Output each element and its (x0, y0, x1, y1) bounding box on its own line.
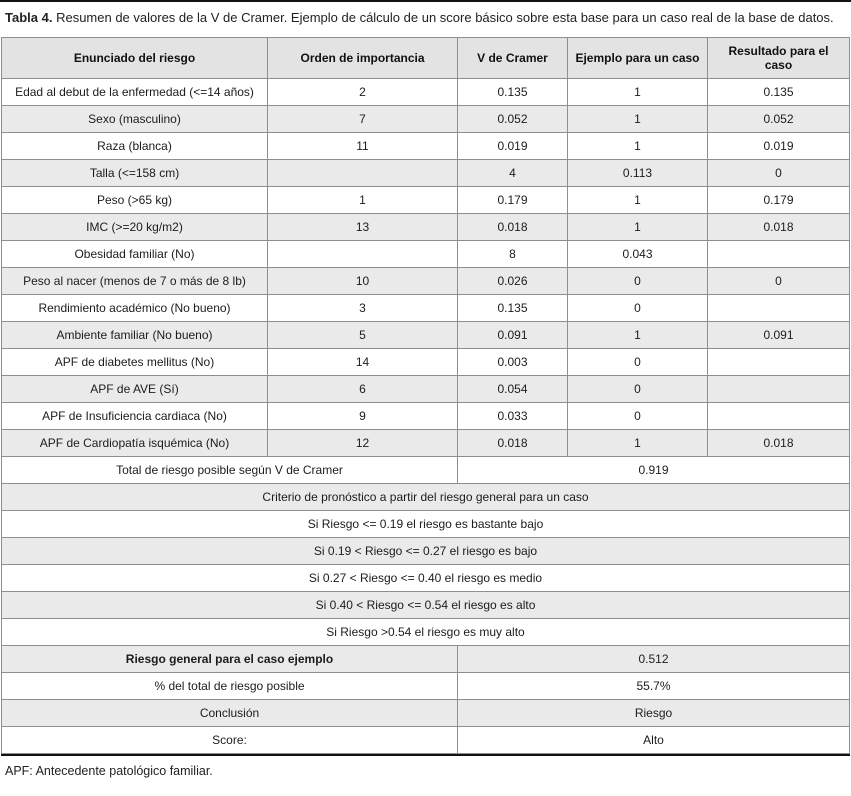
table-cell: Sexo (masculino) (2, 105, 268, 132)
summary-row (2, 699, 850, 726)
column-header-order: Orden de importancia (268, 37, 458, 78)
table-cell: 0.135 (458, 78, 568, 105)
summary-value: Alto (458, 726, 850, 753)
summary-row (2, 672, 850, 699)
table-cell: 0.091 (708, 321, 850, 348)
column-header-cramer: V de Cramer (458, 37, 568, 78)
table-cell (708, 348, 850, 375)
table-cell: Edad al debut de la enfermedad (<=14 años) (2, 78, 268, 105)
table-row (2, 186, 850, 213)
table-cell: 0.033 (458, 402, 568, 429)
table-cell: 0 (568, 402, 708, 429)
table-cell: 0.003 (458, 348, 568, 375)
table-row (2, 240, 850, 267)
table-row (2, 159, 850, 186)
criteria-text: Si 0.40 < Riesgo <= 0.54 el riesgo es alto (2, 591, 850, 618)
table-cell: Peso al nacer (menos de 7 o más de 8 lb) (2, 267, 268, 294)
summary-label: Conclusión (2, 699, 458, 726)
total-row (2, 456, 850, 483)
summary-label: % del total de riesgo posible (2, 672, 458, 699)
table-row (2, 132, 850, 159)
table-row (2, 78, 850, 105)
table-caption (1, 2, 850, 37)
column-header-risk: Enunciado del riesgo (2, 37, 268, 78)
table-cell: 0.026 (458, 267, 568, 294)
table-row (2, 375, 850, 402)
total-value: 0.919 (458, 456, 850, 483)
table-cell: 0.179 (458, 186, 568, 213)
table-row (2, 429, 850, 456)
criteria-text: Si Riesgo <= 0.19 el riesgo es bastante bajo (2, 510, 850, 537)
table-cell: Raza (blanca) (2, 132, 268, 159)
table-cell: 0 (568, 348, 708, 375)
table-cell: 1 (568, 321, 708, 348)
table-cell: Peso (>65 kg) (2, 186, 268, 213)
criteria-row (2, 537, 850, 564)
summary-label: Riesgo general para el caso ejemplo (2, 645, 458, 672)
table-cell: 14 (268, 348, 458, 375)
criteria-row (2, 618, 850, 645)
table-cell: 5 (268, 321, 458, 348)
table-cell: 0.135 (708, 78, 850, 105)
table-row (2, 213, 850, 240)
table-cell: 0.019 (458, 132, 568, 159)
table-cell: 3 (268, 294, 458, 321)
table-cell: 13 (268, 213, 458, 240)
table-cell: 9 (268, 402, 458, 429)
table-cell: Ambiente familiar (No bueno) (2, 321, 268, 348)
table-cell: 1 (568, 132, 708, 159)
table-cell: 6 (268, 375, 458, 402)
table-cell: 0.179 (708, 186, 850, 213)
table-cell: 1 (568, 429, 708, 456)
table-cell: 0.019 (708, 132, 850, 159)
summary-label: Score: (2, 726, 458, 753)
table-footnote: APF: Antecedente patológico familiar. (1, 754, 850, 788)
table-cell: IMC (>=20 kg/m2) (2, 213, 268, 240)
table-cell: 1 (568, 213, 708, 240)
table-cell: 0.043 (568, 240, 708, 267)
table-row (2, 321, 850, 348)
table-cell: 0.052 (458, 105, 568, 132)
criteria-text: Si 0.19 < Riesgo <= 0.27 el riesgo es bajo (2, 537, 850, 564)
table-cell: 0.054 (458, 375, 568, 402)
table-row (2, 402, 850, 429)
header-row (2, 37, 850, 78)
table-cell: 11 (268, 132, 458, 159)
summary-value: 0.512 (458, 645, 850, 672)
table-caption-text: Resumen de valores de la V de Cramer. Ejemplo de cálculo de un score básico sobre esta base para un caso real de la base de datos. (56, 10, 834, 25)
table-cell: Rendimiento académico (No bueno) (2, 294, 268, 321)
criteria-row (2, 483, 850, 510)
summary-row (2, 645, 850, 672)
summary-value: Riesgo (458, 699, 850, 726)
table-cell: 0.091 (458, 321, 568, 348)
cramer-v-table (1, 37, 850, 754)
table-cell: 0 (568, 294, 708, 321)
table-row (2, 105, 850, 132)
table-cell: 0 (708, 159, 850, 186)
table-cell (708, 240, 850, 267)
table-cell: APF de Insuficiencia cardiaca (No) (2, 402, 268, 429)
table-caption-label: Tabla 4. (5, 10, 53, 25)
table-cell: APF de AVE (Sí) (2, 375, 268, 402)
table-cell: 0.018 (708, 213, 850, 240)
summary-row (2, 726, 850, 753)
table-cell: 0.052 (708, 105, 850, 132)
table-cell: 1 (268, 186, 458, 213)
table-cell (708, 402, 850, 429)
criteria-row (2, 564, 850, 591)
summary-value: 55.7% (458, 672, 850, 699)
table-cell: 0.018 (458, 213, 568, 240)
table-cell: 4 (458, 159, 568, 186)
table-cell: 0 (568, 267, 708, 294)
table-cell: 0 (708, 267, 850, 294)
column-header-result: Resultado para el caso (708, 37, 850, 78)
criteria-row (2, 510, 850, 537)
table-cell (268, 240, 458, 267)
table-cell: 2 (268, 78, 458, 105)
table-cell: 0.018 (708, 429, 850, 456)
criteria-text: Criterio de pronóstico a partir del riesgo general para un caso (2, 483, 850, 510)
table-row (2, 294, 850, 321)
table-cell (708, 375, 850, 402)
criteria-text: Si Riesgo >0.54 el riesgo es muy alto (2, 618, 850, 645)
total-label: Total de riesgo posible según V de Cramer (2, 456, 458, 483)
table-cell: 12 (268, 429, 458, 456)
table-cell (268, 159, 458, 186)
table-cell: 7 (268, 105, 458, 132)
criteria-text: Si 0.27 < Riesgo <= 0.40 el riesgo es medio (2, 564, 850, 591)
table-cell: 0.135 (458, 294, 568, 321)
table-cell: 1 (568, 78, 708, 105)
table-cell: 1 (568, 105, 708, 132)
table-cell (708, 294, 850, 321)
table-cell: APF de Cardiopatía isquémica (No) (2, 429, 268, 456)
table-cell: 0.018 (458, 429, 568, 456)
table-cell: 10 (268, 267, 458, 294)
table-cell: 8 (458, 240, 568, 267)
column-header-example: Ejemplo para un caso (568, 37, 708, 78)
table-cell: 0 (568, 375, 708, 402)
table-cell: 1 (568, 186, 708, 213)
criteria-row (2, 591, 850, 618)
table-row (2, 348, 850, 375)
table-cell: 0.113 (568, 159, 708, 186)
table-cell: Obesidad familiar (No) (2, 240, 268, 267)
table-row (2, 267, 850, 294)
table-cell: APF de diabetes mellitus (No) (2, 348, 268, 375)
table-cell: Talla (<=158 cm) (2, 159, 268, 186)
